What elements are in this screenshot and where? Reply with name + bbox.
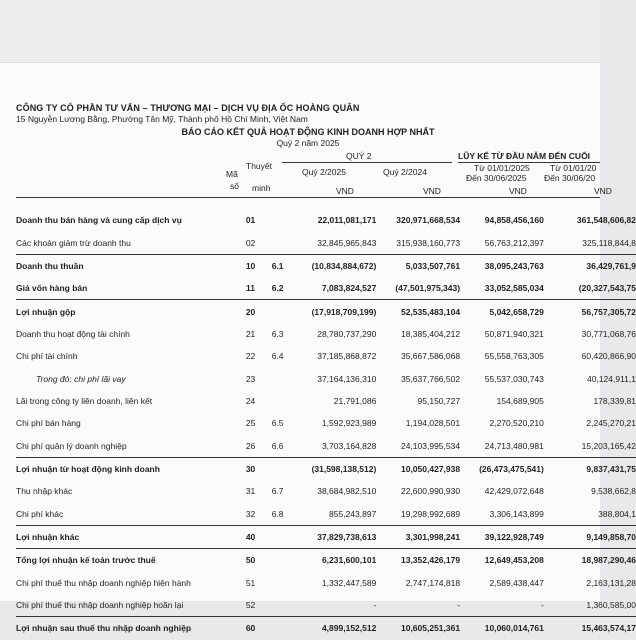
table-row xyxy=(16,323,636,345)
row-note xyxy=(264,617,290,640)
table-row xyxy=(16,502,636,525)
row-q2025-value: (31,598,138,512) xyxy=(291,457,377,480)
ytd2025-header-1: Từ 01/01/2025 xyxy=(474,163,530,173)
row-note xyxy=(264,209,290,231)
row-ytd2024-value: 15,463,574,17 xyxy=(544,617,636,640)
row-q2025-value: 21,791,086 xyxy=(333,395,377,406)
row-ytd2024-value: 30,771,068,76 xyxy=(581,328,636,339)
row-label: Tổng lợi nhuận kế toán trước thuế xyxy=(16,549,237,572)
row-ytd2024-value: 2,245,270,21 xyxy=(586,418,636,429)
row-q2024-value: 35,637,766,502 xyxy=(400,373,461,384)
row-note xyxy=(264,390,290,412)
row-note: 6.6 xyxy=(271,440,284,451)
row-ytd2025-value: 10,060,014,761 xyxy=(460,617,544,640)
table-row xyxy=(16,525,636,548)
row-ytd2025-value: (26,473,475,541) xyxy=(460,457,544,480)
ytd-group-header: LŨY KẾ TỪ ĐẦU NĂM ĐẾN CUỐI xyxy=(458,151,591,161)
row-ytd2024-value: 36,429,761,9 xyxy=(544,254,636,277)
row-note xyxy=(264,549,290,572)
row-ytd2025-value: - xyxy=(541,600,544,611)
row-ytd2024-value: 15,203,165,42 xyxy=(581,440,636,451)
row-ytd2025-value: 39,122,928,749 xyxy=(460,525,544,548)
row-note: 6.3 xyxy=(271,328,284,339)
row-q2025-value: 28,780,737,290 xyxy=(317,328,377,339)
row-note xyxy=(264,367,290,389)
table-row xyxy=(16,390,636,412)
row-label: Chi phí thuế thu nhập doanh nghiệp hoãn lại xyxy=(16,600,184,611)
q2025-header: Quý 2/2025 xyxy=(302,167,346,177)
row-ytd2025-value: 12,649,453,208 xyxy=(460,549,544,572)
row-label: Doanh thu thuần xyxy=(16,254,237,277)
row-ytd2024-value: 9,837,431,75 xyxy=(544,457,636,480)
row-note xyxy=(264,594,290,617)
ytd2024-header-1: Từ 01/01/20 xyxy=(550,163,597,173)
row-q2024-value: (47,501,975,343) xyxy=(395,283,461,294)
row-note xyxy=(264,457,290,480)
row-code: 30 xyxy=(237,457,265,480)
table-row xyxy=(16,277,636,300)
row-q2025-value: 32,845,965,843 xyxy=(317,237,377,248)
code-header-2: số xyxy=(230,181,239,191)
row-label: Các khoản giảm trừ doanh thu xyxy=(16,237,131,248)
unit-ytd2025: VND xyxy=(509,186,527,196)
row-q2025-value: - xyxy=(373,600,377,611)
table-row xyxy=(16,572,636,594)
row-q2024-value: 24,103,995,534 xyxy=(400,440,461,451)
row-q2025-value: (17,918,709,199) xyxy=(291,300,377,323)
row-ytd2024-value: 2,163,131,28 xyxy=(586,577,636,588)
row-code: 60 xyxy=(237,617,265,640)
row-ytd2024-value: 9,149,858,70 xyxy=(544,525,636,548)
row-q2024-value: 10,050,427,938 xyxy=(376,457,460,480)
row-q2024-value: 35,667,586,068 xyxy=(400,351,461,362)
row-ytd2024-value: 388,804,1 xyxy=(598,508,636,519)
row-q2024-value: 18,385,404,212 xyxy=(400,328,461,339)
row-ytd2024-value: 361,548,606,82 xyxy=(576,215,636,226)
row-label: Lợi nhuận gộp xyxy=(16,300,237,323)
row-label: Doanh thu hoạt động tài chính xyxy=(16,328,130,339)
row-ytd2024-value: 56,757,305,72 xyxy=(544,300,636,323)
row-code: 40 xyxy=(237,525,265,548)
row-label: Chi phí thuế thu nhập doanh nghiệp hiện hành xyxy=(16,577,191,588)
row-ytd2025-value: 55,537,030,743 xyxy=(484,373,544,384)
row-ytd2025-value: 33,052,585,034 xyxy=(484,283,544,294)
unit-q2025: VND xyxy=(336,186,354,196)
row-code: 50 xyxy=(237,549,265,572)
row-q2025-value: 37,829,738,613 xyxy=(291,525,377,548)
row-code: 32 xyxy=(245,508,256,519)
row-note xyxy=(264,300,290,323)
row-label: Thu nhập khác xyxy=(16,486,73,497)
row-ytd2025-value: 3,306,143,899 xyxy=(489,508,544,519)
row-q2025-value: 22,011,081,171 xyxy=(317,215,377,226)
row-code: 02 xyxy=(245,237,256,248)
table-row xyxy=(16,594,636,617)
row-ytd2025-value: 50,871,940,321 xyxy=(484,328,544,339)
row-label: Lợi nhuận sau thuế thu nhập doanh nghiệp xyxy=(16,617,237,640)
q2024-header: Quý 2/2024 xyxy=(383,167,427,177)
row-label: Giá vốn hàng bán xyxy=(16,283,88,294)
row-code: 51 xyxy=(245,577,256,588)
row-ytd2025-value: 2,270,520,210 xyxy=(489,418,544,429)
row-ytd2025-value: 24,713,480,981 xyxy=(484,440,544,451)
financial-statement-page xyxy=(0,62,636,634)
row-note: 6.5 xyxy=(271,418,284,429)
row-q2024-value: 1,194,028,501 xyxy=(405,418,461,429)
row-note: 6.1 xyxy=(264,254,290,277)
row-q2025-value: 1,592,923,989 xyxy=(321,418,377,429)
unit-q2024: VND xyxy=(423,186,441,196)
row-ytd2024-value: 9,538,662,8 xyxy=(591,486,636,497)
row-note: 6.7 xyxy=(271,486,284,497)
row-label: Lợi nhuận khác xyxy=(16,525,237,548)
row-note: 6.4 xyxy=(271,351,284,362)
row-q2024-value: 19,298,992,689 xyxy=(400,508,461,519)
row-code: 26 xyxy=(245,440,256,451)
row-ytd2025-value: 2,589,438,447 xyxy=(489,577,544,588)
table-row xyxy=(16,412,636,434)
ytd2024-header-2: Đến 30/06/20 xyxy=(544,173,596,183)
row-label: Doanh thu bán hàng và cung cấp dịch vụ xyxy=(16,215,182,226)
row-q2025-value: (10,834,884,672) xyxy=(291,254,377,277)
row-ytd2025-value: 94,858,456,160 xyxy=(484,215,544,226)
row-label: Lãi trong công ty liên doanh, liên kết xyxy=(16,395,153,406)
row-q2025-value: 1,332,447,589 xyxy=(321,577,377,588)
row-code: 22 xyxy=(245,351,256,362)
note-header-2: minh xyxy=(252,183,271,193)
row-q2025-value: 37,185,868,872 xyxy=(317,351,377,362)
row-code: 24 xyxy=(245,395,256,406)
row-code: 10 xyxy=(237,254,265,277)
quarter-group-header: QUÝ 2 xyxy=(346,151,372,161)
company-address: 15 Nguyễn Lương Bằng, Phường Tân Mỹ, Thành phố Hồ Chí Minh, Việt Nam xyxy=(16,114,308,124)
row-q2024-value: 3,301,998,241 xyxy=(376,525,460,548)
row-q2025-value: 855,243,897 xyxy=(329,508,377,519)
row-q2025-value: 4,899,152,512 xyxy=(291,617,377,640)
table-row xyxy=(16,209,636,231)
row-code: 23 xyxy=(245,373,256,384)
code-header: Mã xyxy=(226,169,238,179)
row-q2024-value: 2,747,174,818 xyxy=(405,577,461,588)
quarter-group-rule xyxy=(282,162,452,163)
row-code: 52 xyxy=(245,600,256,611)
income-statement-table xyxy=(16,209,636,640)
company-name: CÔNG TY CỔ PHẦN TƯ VẤN – THƯƠNG MẠI – DỊCH VỤ ĐỊA ỐC HOÀNG QUÂN xyxy=(16,103,360,113)
row-label: Chi phí bán hàng xyxy=(16,418,81,429)
row-note: 6.2 xyxy=(271,283,284,294)
background-band xyxy=(0,0,600,62)
row-q2024-value: 5,033,507,761 xyxy=(376,254,460,277)
row-ytd2024-value: (20,327,543,75 xyxy=(578,283,636,294)
row-label: Chi phí tài chính xyxy=(16,351,78,362)
row-q2025-value: 37,164,136,310 xyxy=(317,373,377,384)
row-note xyxy=(264,572,290,594)
row-ytd2025-value: 38,095,243,763 xyxy=(460,254,544,277)
row-q2024-value: 10,605,251,361 xyxy=(376,617,460,640)
row-code: 11 xyxy=(246,283,256,294)
row-code: 01 xyxy=(245,215,256,226)
unit-ytd2024: VND xyxy=(594,186,612,196)
row-ytd2024-value: 18,987,290,46 xyxy=(544,549,636,572)
table-row xyxy=(16,549,636,572)
row-code: 21 xyxy=(245,328,256,339)
row-ytd2024-value: 1,360,585,00 xyxy=(586,600,636,611)
row-q2025-value: 38,684,982,510 xyxy=(317,486,377,497)
row-q2024-value: 22,600,990,930 xyxy=(400,486,461,497)
row-ytd2025-value: 42,429,072,648 xyxy=(484,486,544,497)
report-title: BÁO CÁO KẾT QUẢ HOẠT ĐỘNG KINH DOANH HỢP NHẤT xyxy=(181,127,435,137)
row-ytd2025-value: 5,042,658,729 xyxy=(460,300,544,323)
row-ytd2024-value: 40,124,911,1 xyxy=(587,373,636,384)
table-row xyxy=(16,480,636,502)
row-q2024-value: 13,352,426,179 xyxy=(376,549,460,572)
row-ytd2025-value: 55,558,763,305 xyxy=(484,351,544,362)
row-code: 25 xyxy=(245,418,256,429)
row-note xyxy=(264,525,290,548)
row-q2024-value: 315,938,160,773 xyxy=(396,237,461,248)
row-q2024-value: 95,150,727 xyxy=(417,395,461,406)
row-ytd2024-value: 60,420,866,90 xyxy=(581,351,636,362)
row-label: Trong đó: chi phí lãi vay xyxy=(36,373,126,384)
ytd2025-header-2: Đến 30/06/2025 xyxy=(466,173,527,183)
row-ytd2025-value: 56,763,212,397 xyxy=(484,237,544,248)
row-q2025-value: 3,703,164,828 xyxy=(321,440,377,451)
row-label: Chi phí quản lý doanh nghiệp xyxy=(16,440,127,451)
row-q2025-value: 7,083,824,527 xyxy=(321,283,377,294)
row-code: 31 xyxy=(245,486,256,497)
row-note xyxy=(264,231,290,254)
note-header: Thuyết xyxy=(246,161,272,171)
row-note: 6.8 xyxy=(271,508,284,519)
row-ytd2024-value: 325,118,844,8 xyxy=(582,237,636,248)
row-q2024-value: 52,535,483,104 xyxy=(376,300,460,323)
row-label: Chi phí khác xyxy=(16,508,64,519)
report-period: Quý 2 năm 2025 xyxy=(276,138,340,148)
table-row xyxy=(16,300,636,323)
row-ytd2025-value: 154,689,905 xyxy=(496,395,544,406)
table-row xyxy=(16,254,636,277)
table-row xyxy=(16,231,636,254)
row-label: Lợi nhuận từ hoạt động kinh doanh xyxy=(16,457,237,480)
table-row xyxy=(16,457,636,480)
table-row xyxy=(16,434,636,457)
table-row xyxy=(16,367,636,389)
row-code: 20 xyxy=(237,300,265,323)
row-ytd2024-value: 178,339,81 xyxy=(593,395,636,406)
row-q2024-value: - xyxy=(457,600,461,611)
row-q2025-value: 6,231,600,101 xyxy=(291,549,377,572)
table-row xyxy=(16,617,636,640)
row-q2024-value: 320,971,668,534 xyxy=(396,215,461,226)
table-row xyxy=(16,345,636,367)
header-rule xyxy=(16,197,600,198)
statement-header xyxy=(16,103,600,148)
